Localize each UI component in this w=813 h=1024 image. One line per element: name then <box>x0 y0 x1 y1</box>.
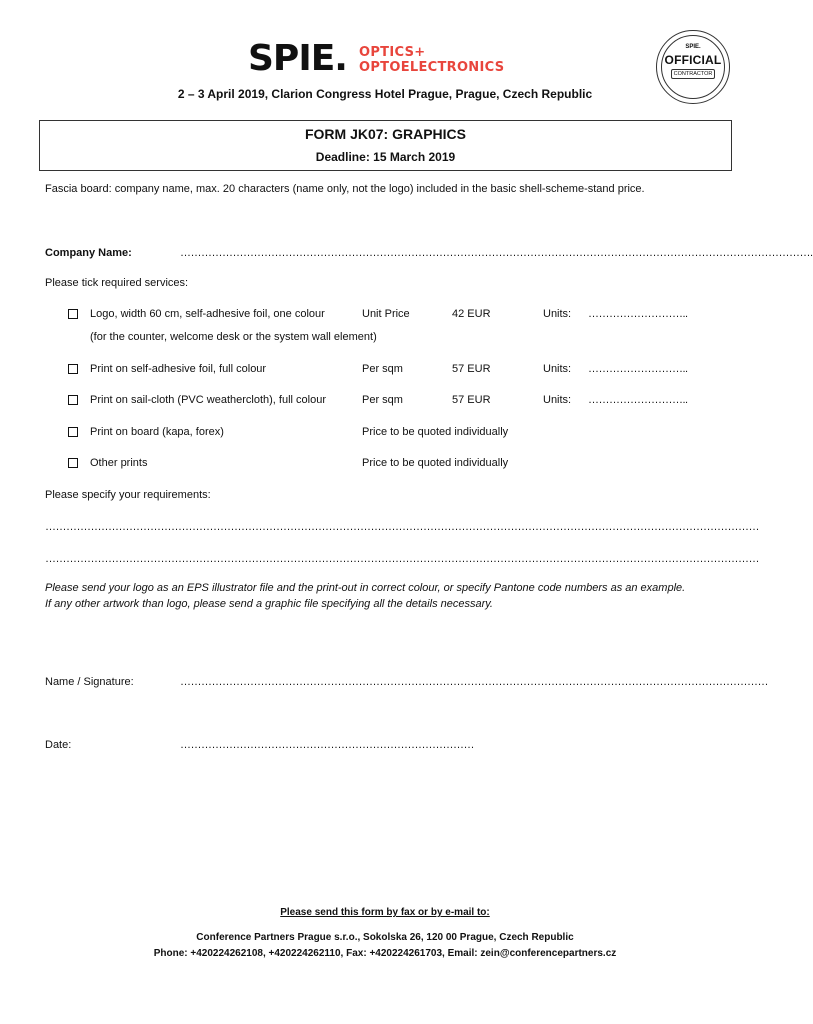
badge-top: SPIE. <box>685 44 701 50</box>
service-checkbox-board[interactable] <box>68 427 78 437</box>
requirements-prompt: Please specify your requirements: <box>45 489 211 501</box>
tick-prompt: Please tick required services: <box>45 277 189 289</box>
service-units-field[interactable]: ……………………….. <box>588 308 688 320</box>
service-label: Other prints <box>90 457 148 469</box>
service-checkbox-sailcloth[interactable] <box>68 395 78 405</box>
service-label: Logo, width 60 cm, self-adhesive foil, one colour <box>90 308 325 320</box>
requirements-line-2[interactable]: …………………………………………………………………………………………………………………………………………………………………………………… <box>45 553 759 565</box>
service-checkbox-other[interactable] <box>68 458 78 468</box>
requirements-line-1[interactable]: …………………………………………………………………………………………………………………………………………………………………………………… <box>45 521 759 533</box>
spie-logo: SPIE. <box>248 38 347 79</box>
date-field[interactable]: ………………………………………………………………………… <box>180 739 474 751</box>
service-quote: Price to be quoted individually <box>362 457 509 469</box>
service-checkbox-foil[interactable] <box>68 364 78 374</box>
instructions-line-1: Please send your logo as an EPS illustrator file and the print-out in correct colour, or specify Pantone code numbers as an example. <box>45 582 686 594</box>
service-unit-type: Unit Price <box>362 308 410 320</box>
service-price: 42 EUR <box>452 308 491 320</box>
signature-field[interactable]: …………………………………………………………………………………………………………………………………………………… <box>180 676 768 688</box>
service-units-label: Units: <box>543 394 572 406</box>
logo-note: (for the counter, welcome desk or the system wall element) <box>90 331 377 343</box>
form-title: FORM JK07: GRAPHICS <box>304 126 467 142</box>
service-price: 57 EUR <box>452 363 491 375</box>
service-price: 57 EUR <box>452 394 491 406</box>
signature-label: Name / Signature: <box>45 676 134 688</box>
badge-main: OFFICIAL <box>664 53 722 67</box>
company-name-label: Company Name: <box>45 247 132 259</box>
footer-company: Conference Partners Prague s.r.o., Sokolska 26, 120 00 Prague, Czech Republic <box>196 932 574 943</box>
event-line: 2 – 3 April 2019, Clarion Congress Hotel Prague, Prague, Czech Republic <box>177 87 593 101</box>
intro-text: Fascia board: company name, max. 20 characters (name only, not the logo) included in the basic shell-scheme-stand price. <box>45 183 645 195</box>
form-deadline: Deadline: 15 March 2019 <box>315 150 456 164</box>
footer-send-line: Please send this form by fax or by e-mail to: <box>280 907 490 918</box>
brand-subtitle-1: OPTICS+ <box>359 45 426 60</box>
instructions-line-2: If any other artwork than logo, please send a graphic file specifying all the details necessary. <box>45 598 493 610</box>
company-name-field[interactable]: ………………………………………………………………………………………………………………………………………………………………. <box>180 247 813 259</box>
brand-subtitle-2: OPTOELECTRONICS <box>359 60 505 75</box>
badge-sub: CONTRACTOR <box>671 69 715 79</box>
service-units-label: Units: <box>543 308 572 320</box>
footer-contacts: Phone: +420224262108, +420224262110, Fax: +420224261703, Email: zein@conferencepartners.cz <box>153 948 617 959</box>
service-checkbox-logo[interactable] <box>68 309 78 319</box>
service-units-label: Units: <box>543 363 572 375</box>
service-label: Print on sail-cloth (PVC weathercloth), full colour <box>90 394 326 406</box>
service-units-field[interactable]: ……………………….. <box>588 394 688 406</box>
service-unit-type: Per sqm <box>362 363 403 375</box>
date-label: Date: <box>45 739 72 751</box>
service-label: Print on board (kapa, forex) <box>90 426 224 438</box>
service-label: Print on self-adhesive foil, full colour <box>90 363 267 375</box>
form-title-box <box>39 120 732 171</box>
service-quote: Price to be quoted individually <box>362 426 509 438</box>
service-unit-type: Per sqm <box>362 394 403 406</box>
service-units-field[interactable]: ……………………….. <box>588 363 688 375</box>
